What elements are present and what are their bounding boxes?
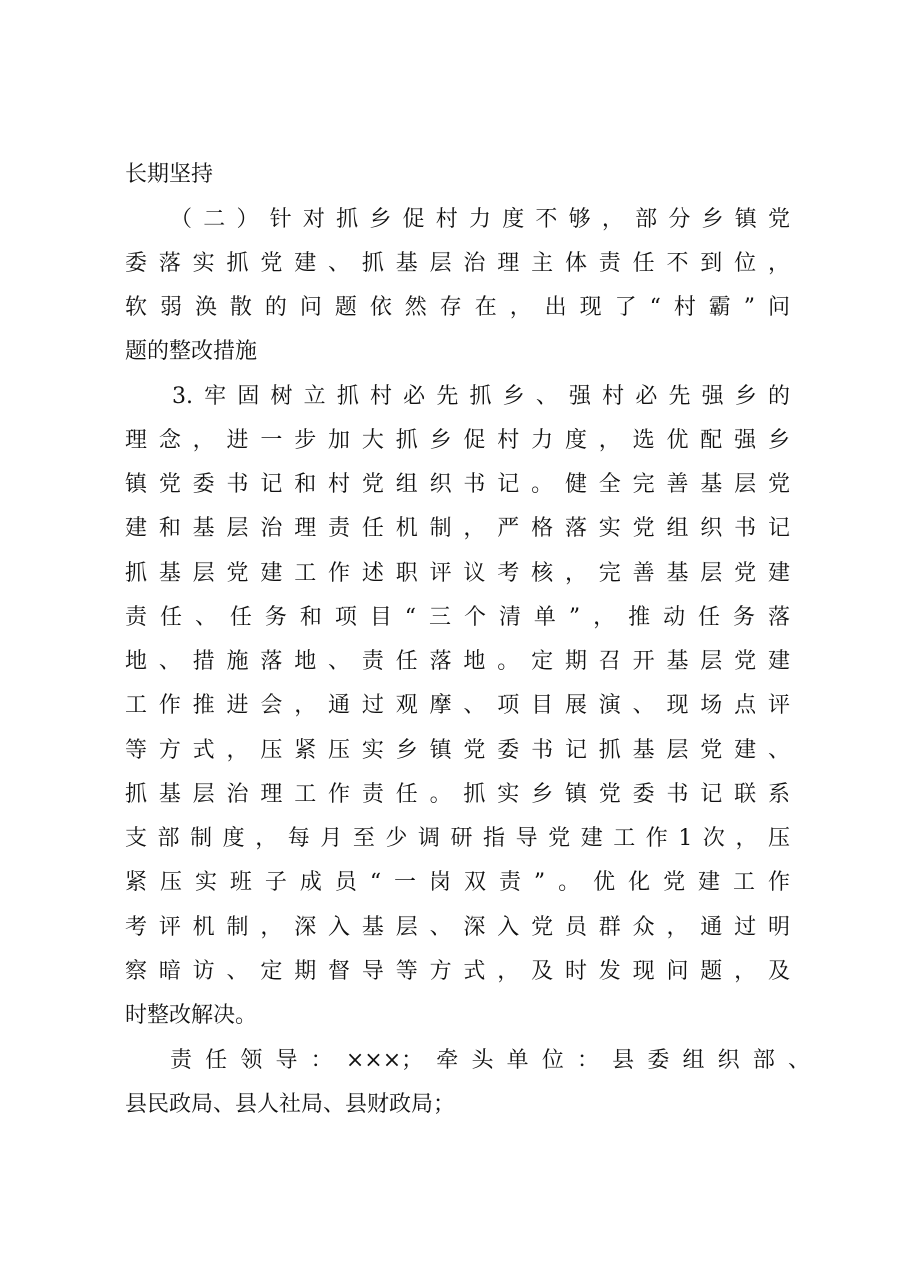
paragraph-line-4: 建和基层治理责任机制，严格落实党组织书记 [125, 516, 790, 541]
section-heading-line-3: 软弱涣散的问题依然存在，出现了“村霸”问 [125, 295, 790, 320]
paragraph-line-7: 地、措施落地、责任落地。定期召开基层党建 [125, 649, 790, 674]
paragraph-line-10: 抓基层治理工作责任。抓实乡镇党委书记联系 [125, 782, 790, 807]
paragraph-line-14: 察暗访、定期督导等方式，及时发现问题，及 [125, 959, 790, 984]
responsibility-line-2: 县民政局、县人社局、县财政局； [125, 1092, 456, 1117]
paragraph-line-6: 责任、任务和项目“三个清单”，推动任务落 [125, 605, 790, 630]
paragraph-line-1: 3.牢固树立抓村必先抓乡、强村必先强乡的 [172, 384, 790, 409]
paragraph-line-3: 镇党委书记和村党组织书记。健全完善基层党 [125, 472, 790, 497]
paragraph-line-2: 理念，进一步加大抓乡促村力度，选优配强乡 [125, 428, 790, 453]
text-line-1: 长期坚持 [125, 162, 214, 187]
section-heading-line-2: 委落实抓党建、抓基层治理主体责任不到位， [125, 251, 790, 276]
section-heading-line-4: 题的整改措施 [125, 339, 258, 364]
section-heading-line-1: （二）针对抓乡促村力度不够，部分乡镇党 [170, 207, 790, 232]
paragraph-line-9: 等方式，压紧压实乡镇党委书记抓基层党建、 [125, 738, 790, 763]
paragraph-line-5: 抓基层党建工作述职评议考核，完善基层党建 [125, 561, 790, 586]
responsibility-line-1: 责任领导：×××；牵头单位：县委组织部、 [170, 1048, 810, 1073]
paragraph-line-8: 工作推进会，通过观摩、项目展演、现场点评 [125, 693, 790, 718]
paragraph-line-11: 支部制度，每月至少调研指导党建工作1次，压 [125, 826, 790, 851]
paragraph-line-12: 紧压实班子成员“一岗双责”。优化党建工作 [125, 870, 790, 895]
paragraph-line-13: 考评机制，深入基层、深入党员群众，通过明 [125, 915, 790, 940]
paragraph-line-15: 时整改解决。 [125, 1003, 258, 1028]
